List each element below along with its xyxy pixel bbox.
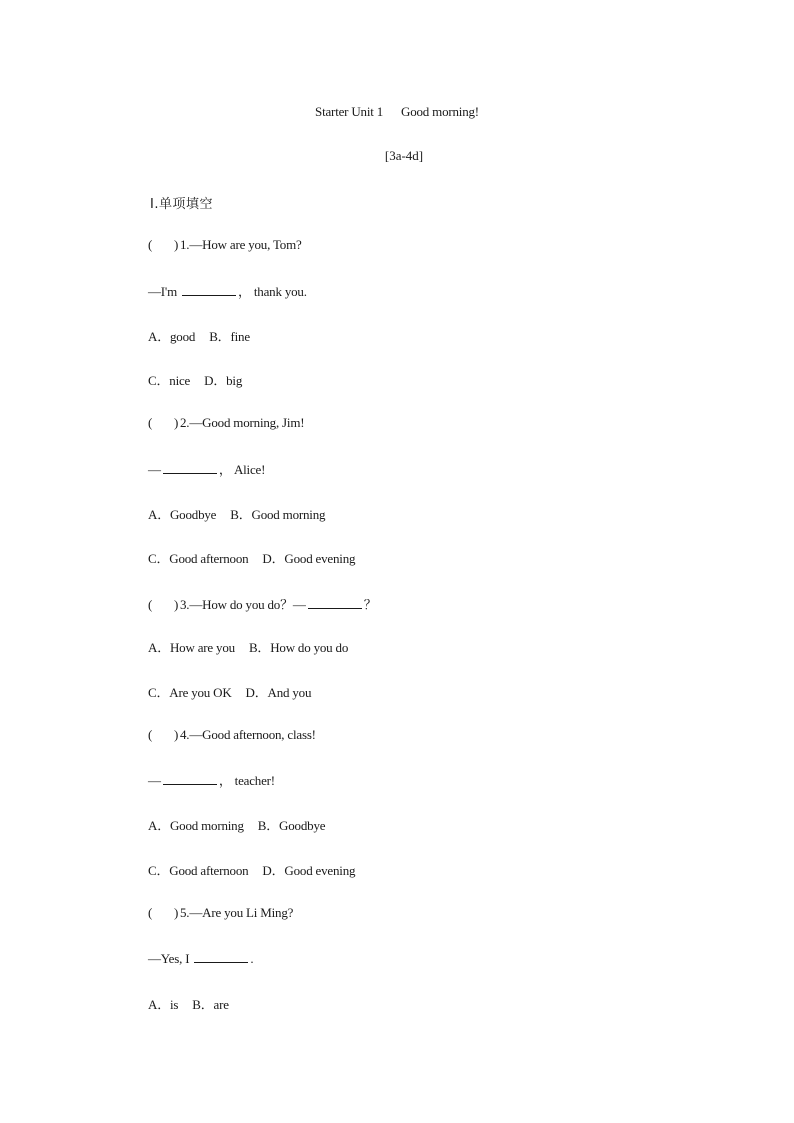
title-unit: Starter Unit 1 [315,104,384,119]
question-text: —Are you Li Ming? [189,905,294,920]
question-5-options-ab [148,994,229,1013]
question-1-options-ab [148,326,250,345]
option: C．Are you OK [148,685,232,700]
question-2-options-cd [148,548,355,567]
question-1-answer: —I'm ， thank you. [148,284,307,299]
question-4-answer: — ， teacher! [148,773,275,788]
option: B．How do you do [248,640,349,655]
answer-parentheses: ( ) [148,415,179,430]
question-3-options-ab [148,637,348,656]
option: A．is [148,997,179,1012]
option: D．Good evening [262,863,356,878]
question-5-prompt [148,905,293,921]
option: A．good [148,329,196,344]
question-2-options-ab [148,504,325,523]
question-number: 3. [180,597,190,612]
option: B．are [192,997,229,1012]
option: B．fine [209,329,250,344]
option: D．And you [245,685,312,700]
fill-blank [194,950,248,963]
page-subtitle: [3a-4d] [384,148,424,163]
question-number: 1. [180,237,190,252]
question-number: 4. [180,727,190,742]
question-text: —Good afternoon, class! [189,727,316,742]
question-4-prompt [148,727,316,743]
question-text: —How do you do？— [189,597,306,612]
question-4-options-ab [148,815,325,834]
fill-blank [163,461,217,474]
option: C．nice [148,373,191,388]
answer-parentheses: ( ) [148,727,179,742]
option: C．Good afternoon [148,551,249,566]
fill-blank [308,596,362,609]
fill-blank [182,283,236,296]
question-3-options-cd [148,682,311,701]
answer-parentheses: ( ) [148,237,179,252]
fill-blank [163,772,217,785]
option: C．Good afternoon [148,863,249,878]
question-1-prompt [148,237,302,253]
question-text: —How are you, Tom? [189,237,302,252]
option: D．Good evening [262,551,356,566]
title-lesson: Good morning! [401,104,479,119]
question-2-answer: — ， Alice! [148,462,266,477]
question-number: 2. [180,415,190,430]
question-text: —Good morning, Jim! [189,415,305,430]
option: A．How are you [148,640,235,655]
answer-parentheses: ( ) [148,905,179,920]
question-1-options-cd [148,370,242,389]
section-heading: Ⅰ.单项填空 [150,197,213,212]
option: D．big [204,373,243,388]
question-2-prompt [148,415,304,431]
option: B．Goodbye [257,818,326,833]
page-title [0,104,794,120]
option: A．Goodbye [148,507,217,522]
option: B．Good morning [230,507,326,522]
question-4-options-cd [148,860,355,879]
question-5-answer: —Yes, I . [148,951,254,966]
answer-parentheses: ( ) [148,597,179,612]
option: A．Good morning [148,818,244,833]
question-number: 5. [180,905,190,920]
question-3-prompt: ( ) 3.—How do you do？— ？ [148,597,377,612]
